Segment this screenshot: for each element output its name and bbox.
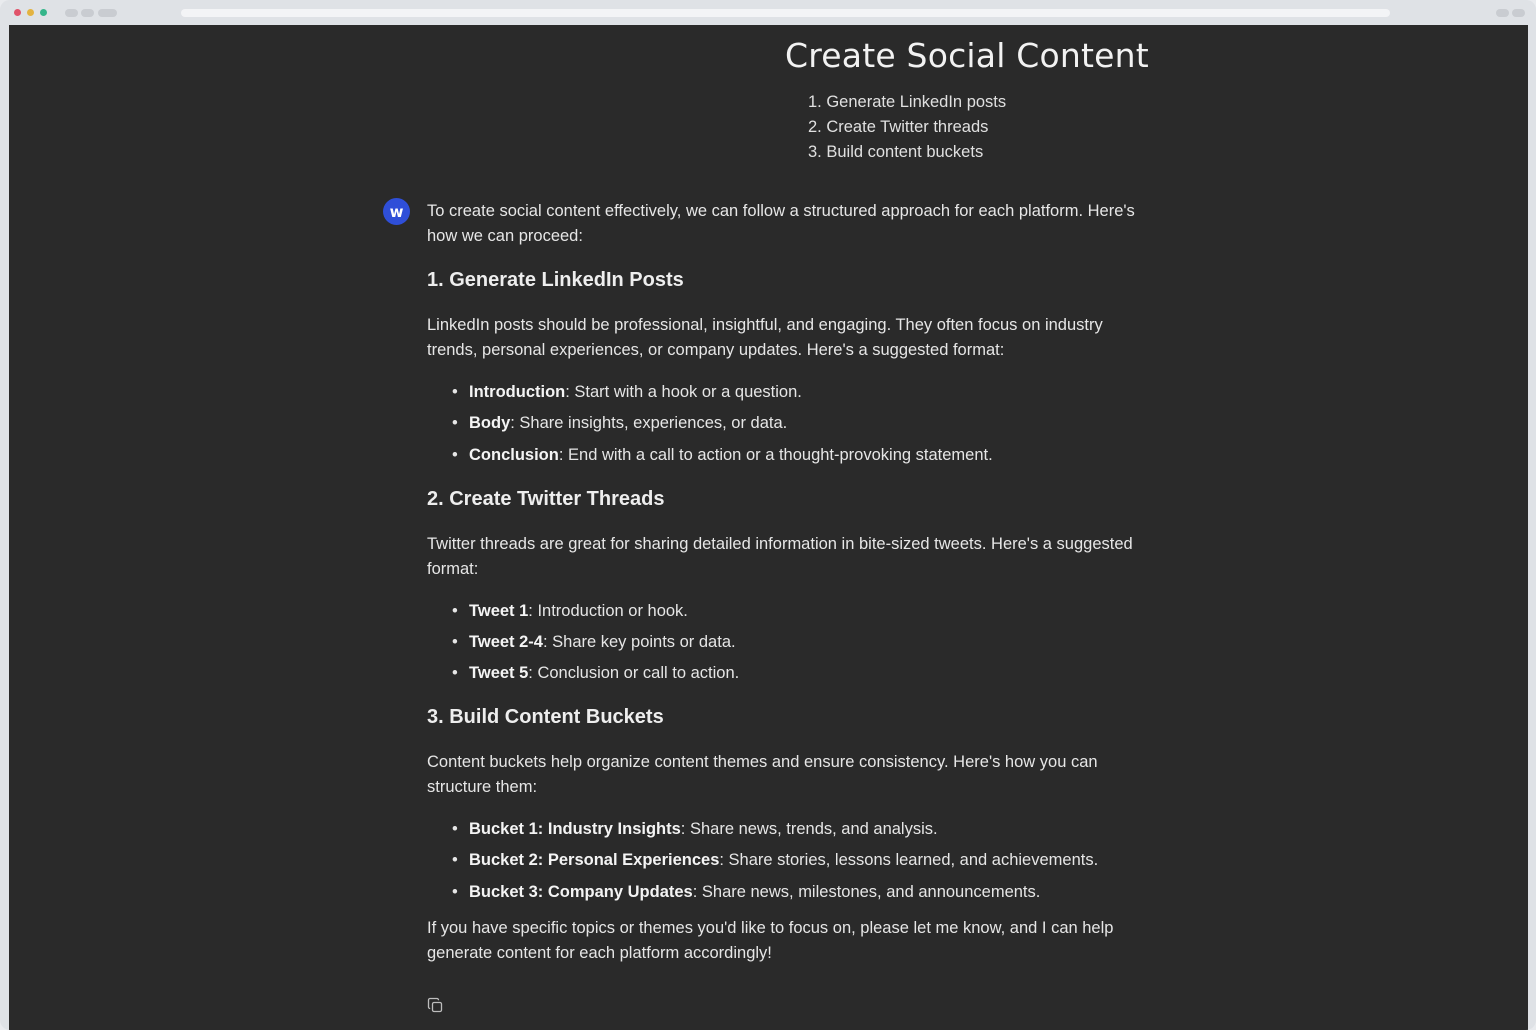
list-item-text: : Introduction or hook. xyxy=(528,601,688,620)
bullet-icon: • xyxy=(452,851,458,870)
bullet-icon: • xyxy=(452,601,458,620)
list-item-text: : End with a call to action or a thought-provoking statement. xyxy=(558,445,993,464)
list-item xyxy=(427,848,1157,873)
list-item-term: Bucket 1: Industry Insights xyxy=(469,820,681,839)
list-item-text: : Share stories, lessons learned, and achievements. xyxy=(719,851,1099,870)
assistant-intro: To create social content effectively, we can follow a structured approach for each platform. Here's how we can proceed: xyxy=(427,202,1135,245)
list-item-term: Tweet 5 xyxy=(469,664,529,683)
list-item xyxy=(427,380,1157,405)
list-item-term: Body xyxy=(469,414,511,433)
assistant-avatar: w xyxy=(383,198,410,225)
user-message xyxy=(785,25,1185,165)
title-bar xyxy=(0,0,1536,25)
list-item xyxy=(427,411,1157,436)
list-item xyxy=(427,599,1157,624)
list-item xyxy=(427,817,1157,842)
section-list xyxy=(427,380,1157,468)
user-step: 1. Generate LinkedIn posts xyxy=(808,93,1007,111)
section-heading: 2. Create Twitter Threads xyxy=(427,487,665,510)
assistant-closing: If you have specific topics or themes you'd like to focus on, please let me know, and I can help generate content for each platform accordingly! xyxy=(427,918,1114,962)
section-paragraph: LinkedIn posts should be professional, insightful, and engaging. They often focus on industry trends, personal experiences, or company updates. Here's a suggested format: xyxy=(427,316,1103,359)
list-item xyxy=(427,630,1157,655)
list-item xyxy=(427,443,1157,468)
maximize-window-button[interactable] xyxy=(40,9,47,16)
list-item-text: : Share news, milestones, and announcements. xyxy=(692,882,1041,901)
address-bar[interactable] xyxy=(181,9,1390,17)
list-item xyxy=(427,661,1157,686)
list-item-text: : Conclusion or call to action. xyxy=(528,664,740,683)
bullet-icon: • xyxy=(452,414,458,433)
bullet-icon: • xyxy=(452,632,458,651)
section-paragraph: Content buckets help organize content themes and ensure consistency. Here's how you can structure them: xyxy=(427,753,1098,797)
list-item-term: Bucket 2: Personal Experiences xyxy=(469,851,720,870)
copy-icon[interactable] xyxy=(427,997,444,1014)
bullet-icon: • xyxy=(452,882,458,901)
list-item xyxy=(427,880,1157,905)
section-heading: 3. Build Content Buckets xyxy=(427,706,664,729)
list-item-term: Bucket 3: Company Updates xyxy=(469,882,693,901)
close-window-button[interactable] xyxy=(14,9,21,16)
section-paragraph: Twitter threads are great for sharing detailed information in bite-sized tweets. Here's a suggested format: xyxy=(427,534,1133,578)
menu-button[interactable] xyxy=(1512,9,1525,17)
list-item-term: Tweet 1 xyxy=(469,601,529,620)
list-item-term: Tweet 2-4 xyxy=(469,632,543,651)
list-item-text: : Share insights, experiences, or data. xyxy=(510,414,788,433)
list-item-text: : Share news, trends, and analysis. xyxy=(680,820,938,839)
section-list xyxy=(427,599,1157,687)
bullet-icon: • xyxy=(452,445,458,464)
user-message-steps xyxy=(808,90,1185,165)
bullet-icon: • xyxy=(452,820,458,839)
user-step: 3. Build content buckets xyxy=(808,143,984,161)
user-message-title: Create Social Content xyxy=(785,36,1149,75)
extensions-button[interactable] xyxy=(1496,9,1509,17)
forward-button[interactable] xyxy=(81,9,94,17)
list-item-term: Conclusion xyxy=(469,445,559,464)
bullet-icon: • xyxy=(452,664,458,683)
sidebar-toggle-button[interactable] xyxy=(98,9,117,17)
section-heading: 1. Generate LinkedIn Posts xyxy=(427,269,684,291)
list-item-text: : Share key points or data. xyxy=(542,632,736,651)
section-list xyxy=(427,817,1157,905)
back-button[interactable] xyxy=(65,9,78,17)
bullet-icon: • xyxy=(452,383,458,401)
list-item-text: : Start with a hook or a question. xyxy=(565,383,802,401)
minimize-window-button[interactable] xyxy=(27,9,34,16)
user-step: 2. Create Twitter threads xyxy=(808,118,989,136)
chat-area xyxy=(9,25,1528,1030)
list-item-term: Introduction xyxy=(469,383,566,401)
assistant-message xyxy=(427,199,1157,966)
